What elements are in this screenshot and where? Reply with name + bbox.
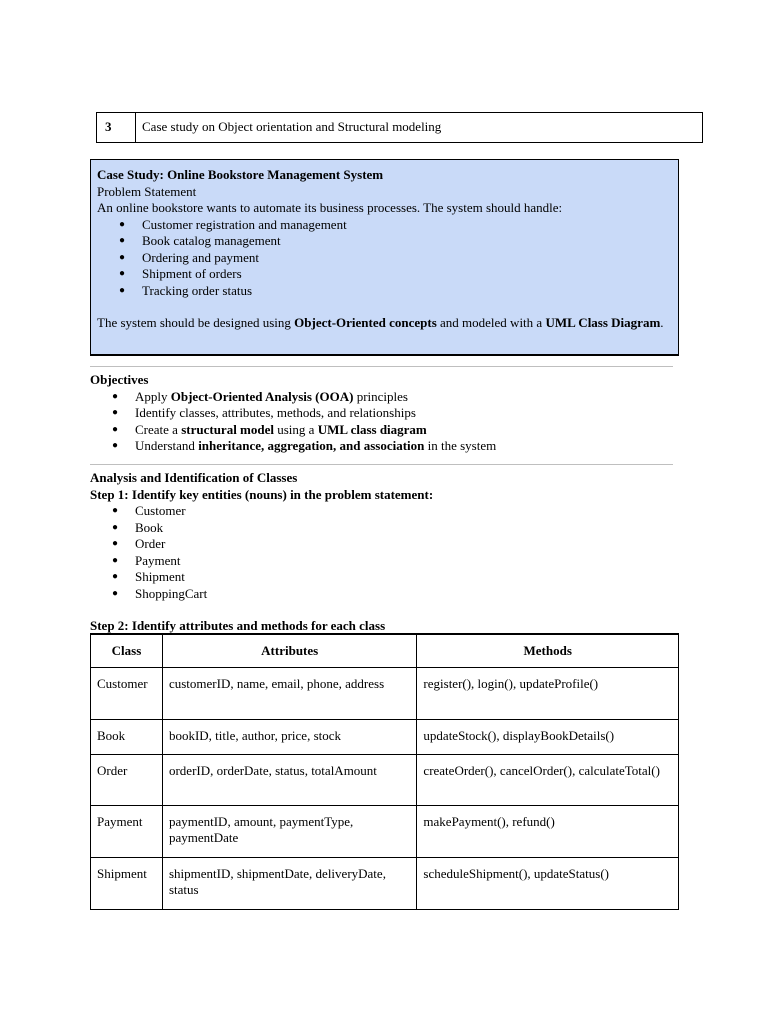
analysis-section [90,470,680,602]
item-text: Create a [135,421,182,437]
entities-list [90,503,680,602]
classes-table [90,633,679,910]
item-bold-text: inheritance, aggregation, and association [198,438,425,453]
list-item: ● Order [90,536,680,553]
requirements-list [97,217,672,300]
list-item: ● Customer registration and management [97,217,672,234]
list-item [90,422,680,439]
case-study-closing [97,315,672,332]
methods-cell: register(), login(), updateProfile() [417,667,679,719]
table-row [91,805,679,857]
table-row [91,719,679,754]
list-item [90,438,680,455]
column-header-class: Class [91,634,163,667]
item-text: Apply [135,388,171,404]
closing-bold-text: Object-Oriented concepts [294,315,437,330]
class-cell: Order [91,754,163,805]
attributes-cell: customerID, name, email, phone, address [162,667,416,719]
list-item: ● Shipment [90,569,680,586]
list-item: ● Customer [90,503,680,520]
list-item [90,405,680,422]
attributes-cell: orderID, orderDate, status, totalAmount [162,754,416,805]
class-cell: Payment [91,805,163,857]
item-text: in the system [424,438,497,453]
item-text: Understand [135,438,199,453]
item-text: Identify classes, attributes, methods, and relationships [135,405,416,420]
objectives-section [90,372,680,455]
case-study-box [90,159,679,356]
column-header-methods: Methods [417,634,679,667]
list-item: ● ShoppingCart [90,586,680,603]
list-item: ● Book [90,520,680,537]
column-header-attributes: Attributes [162,634,416,667]
step1-heading: Step 1: Identify key entities (nouns) in the problem statement: [90,486,434,502]
experiment-title: Case study on Object orientation and Structural modeling [142,119,442,135]
list-item: ● Book catalog management [97,233,672,250]
problem-statement-label: Problem Statement [97,183,197,199]
table-row [91,857,679,909]
closing-text: The system should be designed using [97,315,295,330]
problem-statement-intro: An online bookstore wants to automate its business processes. The system should handle: [97,200,563,215]
experiment-number: 3 [97,113,136,142]
divider [90,366,673,367]
attributes-cell: paymentID, amount, paymentType, paymentDate [162,805,416,857]
list-item: ● Payment [90,553,680,570]
case-study-heading: Case Study: Online Bookstore Management System [97,167,384,182]
attributes-cell: bookID, title, author, price, stock [162,719,416,754]
attributes-cell: shipmentID, shipmentDate, deliveryDate, status [162,857,416,909]
experiment-row [96,112,703,143]
table-header-row [91,634,679,667]
list-item: ● Ordering and payment [97,250,672,267]
methods-cell: createOrder(), cancelOrder(), calculateTotal() [417,754,679,805]
objectives-list [90,389,680,455]
list-item: ● Shipment of orders [97,266,672,283]
analysis-heading: Analysis and Identification of Classes [90,470,298,485]
class-cell: Customer [91,667,163,719]
item-bold-text: structural model [181,421,274,437]
list-item: ● Tracking order status [97,283,672,300]
methods-cell: updateStock(), displayBookDetails() [417,719,679,754]
table-row [91,754,679,805]
item-text: principles [353,388,408,404]
item-text: using a [274,421,318,437]
class-cell: Book [91,719,163,754]
objectives-heading: Objectives [90,372,149,387]
methods-cell: makePayment(), refund() [417,805,679,857]
divider [90,464,673,465]
item-bold-text: Object-Oriented Analysis (OOA) [170,388,354,404]
list-item [90,389,680,406]
closing-text: . [660,315,664,330]
closing-bold-text: UML Class Diagram [545,315,661,330]
closing-text: and modeled with a [436,315,546,330]
methods-cell: scheduleShipment(), updateStatus() [417,857,679,909]
item-bold-text: UML class diagram [317,421,427,437]
table-row [91,667,679,719]
step2-heading: Step 2: Identify attributes and methods for each class [90,618,386,633]
class-cell: Shipment [91,857,163,909]
